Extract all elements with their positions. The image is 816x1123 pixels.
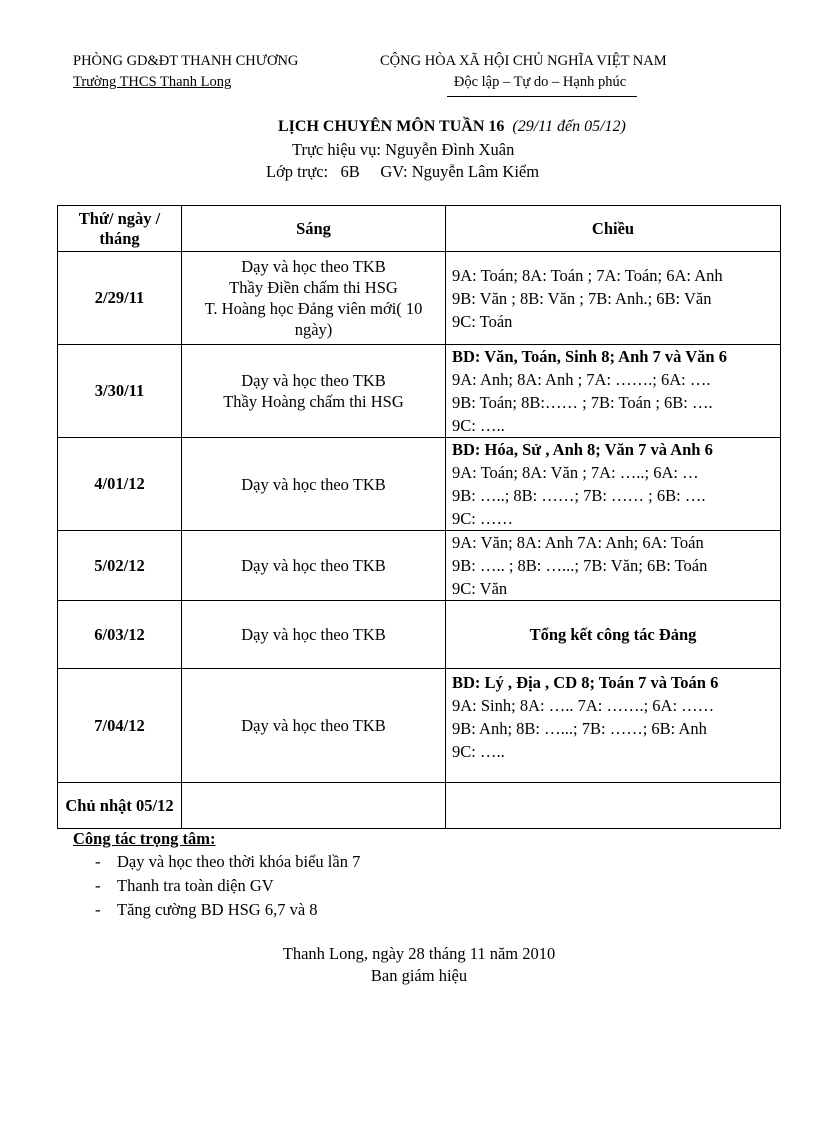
afternoon-cell (446, 438, 781, 531)
department-name: PHÒNG GD&ĐT THANH CHƯƠNG (73, 53, 299, 69)
bullet-dash-icon: - (95, 900, 101, 919)
morning-cell (182, 252, 446, 345)
national-slogan: Độc lập – Tự do – Hạnh phúc (453, 74, 627, 90)
notes-item-text: Tăng cường BD HSG 6,7 và 8 (117, 900, 318, 919)
notes-item (95, 876, 274, 896)
afternoon-line: 9C: …… (452, 509, 513, 528)
title-main: LỊCH CHUYÊN MÔN TUẦN 16 (278, 118, 505, 135)
morning-cell (182, 438, 446, 531)
afternoon-line: 9C: ….. (452, 416, 505, 435)
morning-cell (182, 783, 446, 829)
afternoon-line: 9C: Văn (452, 579, 508, 598)
notes-item (95, 900, 318, 920)
morning-line: Dạy và học theo TKB (241, 625, 386, 644)
duty-class (266, 162, 539, 182)
table-row (58, 345, 781, 438)
table-row (58, 783, 781, 829)
bullet-dash-icon: - (95, 852, 101, 871)
morning-line: Thầy Điền chấm thi HSG (229, 278, 398, 297)
morning-line: Dạy và học theo TKB (241, 474, 386, 494)
notes-item (95, 852, 360, 872)
morning-line: T. Hoàng học Đảng viên mới( 10 (204, 299, 423, 318)
place-date: Thanh Long, ngày 28 tháng 11 năm 2010 (282, 944, 556, 963)
page-title (278, 118, 626, 136)
morning-line: ngày) (294, 320, 333, 339)
notes-item-text: Thanh tra toàn diện GV (117, 876, 274, 895)
notes-title: Công tác trọng tâm: (73, 829, 216, 848)
table-row (58, 531, 781, 601)
morning-line: Dạy và học theo TKB (241, 371, 386, 390)
table-row (58, 669, 781, 783)
day-cell: 5/02/12 (58, 531, 182, 601)
afternoon-line: 9C: Toán (452, 311, 513, 331)
morning-cell (182, 345, 446, 438)
national-motto: CỘNG HÒA XÃ HỘI CHỦ NGHĨA VIỆT NAM (380, 53, 667, 69)
afternoon-cell (446, 783, 781, 829)
header-afternoon: Chiều (446, 206, 781, 252)
afternoon-line: 9B: Văn ; 8B: Văn ; 7B: Anh.; 6B: Văn (452, 288, 712, 308)
afternoon-bd-line: BD: Hóa, Sử , Anh 8; Văn 7 và Anh 6 (452, 440, 713, 459)
afternoon-line: 9B: ….. ; 8B: …...; 7B: Văn; 6B: Toán (452, 556, 708, 575)
table-header-row (58, 206, 781, 252)
school-name: Trường THCS Thanh Long (73, 74, 232, 90)
notes-item-text: Dạy và học theo thời khóa biểu lần 7 (117, 852, 361, 871)
table-row (58, 252, 781, 345)
schedule-table (57, 205, 781, 829)
morning-line: Dạy và học theo TKB (241, 716, 386, 735)
afternoon-line: 9B: Toán; 8B:…… ; 7B: Toán ; 6B: …. (452, 393, 713, 412)
header-day: Thứ/ ngày / tháng (58, 206, 182, 252)
morning-cell (182, 669, 446, 783)
day-cell: 3/30/11 (58, 345, 182, 438)
afternoon-line: 9C: ….. (452, 742, 505, 761)
morning-cell (182, 531, 446, 601)
afternoon-line: 9A: Toán; 8A: Toán ; 7A: Toán; 6A: Anh (452, 265, 723, 285)
table-row (58, 601, 781, 669)
day-cell: 2/29/11 (58, 252, 182, 345)
morning-line: Thầy Hoàng chấm thi HSG (223, 392, 404, 411)
bullet-dash-icon: - (95, 876, 101, 895)
afternoon-cell (446, 252, 781, 345)
slogan-divider (447, 96, 637, 97)
afternoon-bd-line: BD: Văn, Toán, Sinh 8; Anh 7 và Văn 6 (452, 347, 727, 366)
day-cell: 6/03/12 (58, 601, 182, 669)
day-cell: 4/01/12 (58, 438, 182, 531)
afternoon-event: Tổng kết công tác Đảng (529, 625, 697, 644)
afternoon-line: 9A: Văn; 8A: Anh 7A: Anh; 6A: Toán (452, 533, 704, 552)
duty-officer: Trực hiệu vụ: Nguyễn Đình Xuân (292, 140, 515, 159)
afternoon-line: 9A: Anh; 8A: Anh ; 7A: …….; 6A: …. (452, 370, 711, 389)
afternoon-bd-line: BD: Lý , Địa , CD 8; Toán 7 và Toán 6 (452, 673, 719, 692)
afternoon-line: 9A: Toán; 8A: Văn ; 7A: …..; 6A: … (452, 463, 699, 482)
day-cell: 7/04/12 (58, 669, 182, 783)
duty-teacher: GV: Nguyễn Lâm Kiểm (380, 162, 540, 181)
morning-line: Dạy và học theo TKB (241, 556, 386, 575)
afternoon-cell (446, 531, 781, 601)
table-row (58, 438, 781, 531)
title-dates: (29/11 đến 05/12) (512, 118, 626, 135)
class-label: Lớp trực: (266, 162, 329, 181)
afternoon-line: 9A: Sinh; 8A: ….. 7A: …….; 6A: …… (452, 696, 715, 715)
header-morning: Sáng (182, 206, 446, 252)
afternoon-cell (446, 601, 781, 669)
signer: Ban giám hiệu (370, 966, 468, 985)
morning-cell (182, 601, 446, 669)
morning-line: Dạy và học theo TKB (241, 257, 386, 276)
afternoon-line: 9B: Anh; 8B: …...; 7B: ……; 6B: Anh (452, 719, 707, 738)
afternoon-cell (446, 345, 781, 438)
afternoon-line: 9B: …..; 8B: ……; 7B: …… ; 6B: …. (452, 486, 706, 505)
afternoon-cell (446, 669, 781, 783)
day-cell: Chủ nhật 05/12 (58, 783, 182, 829)
class-value: 6B (340, 162, 360, 181)
